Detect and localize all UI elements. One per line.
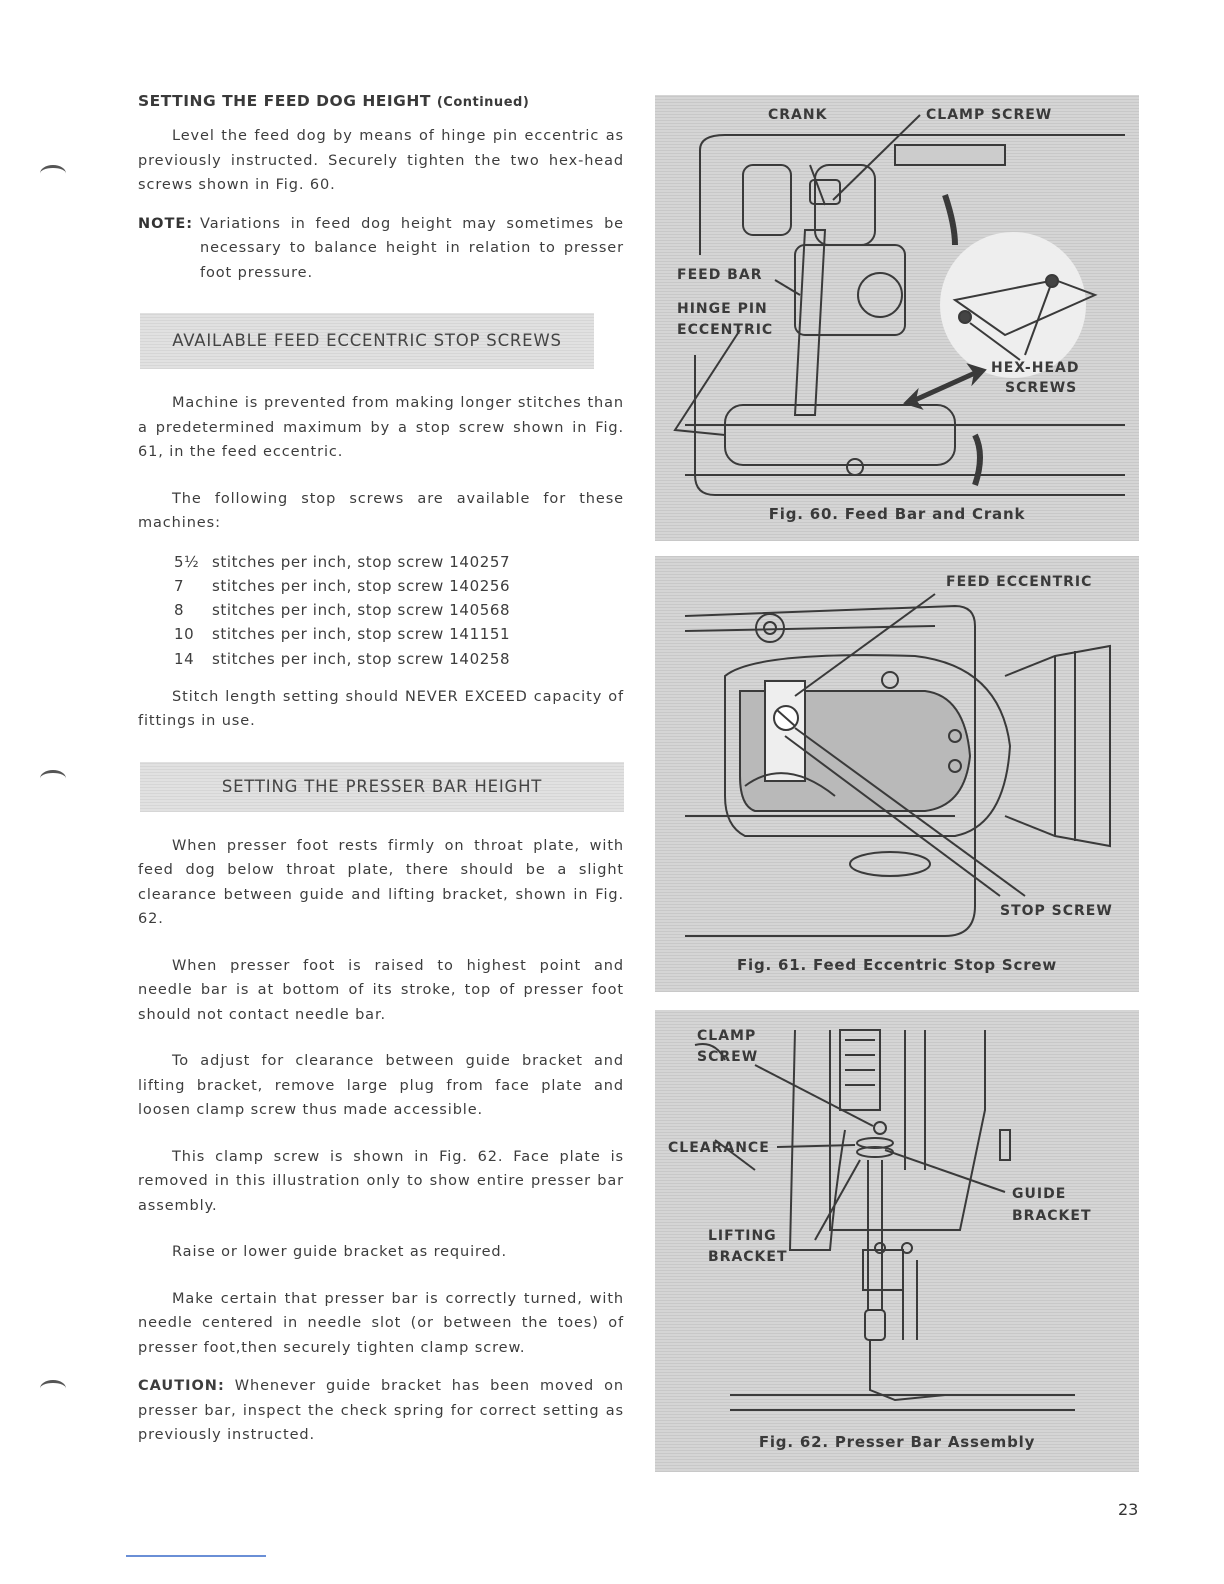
heading-suffix: (Continued) — [436, 95, 530, 110]
note-text: Variations in feed dog height may sometimes be necessary to balance height in relation to presser foot pressure. — [200, 215, 624, 281]
page-number: 23 — [1118, 1500, 1139, 1519]
label-screws: SCREWS — [1005, 380, 1078, 396]
label-feed-eccentric: FEED ECCENTRIC — [946, 574, 1093, 590]
paragraph: When presser foot is raised to highest point and needle bar is at bottom of its stroke, top of presser foot should not contact needle bar. — [138, 957, 624, 1023]
label-hex-head: HEX-HEAD — [991, 360, 1080, 376]
list-item: 7 stitches per inch, stop screw 140256 — [174, 576, 511, 595]
caution-block — [138, 1374, 624, 1448]
figure-caption: Fig. 61. Feed Eccentric Stop Screw — [736, 956, 1058, 974]
caution-text: Whenever guide bracket has been moved on presser bar, inspect the check spring for correct setting as previously instructed. — [138, 1378, 624, 1444]
list-item: 10 stitches per inch, stop screw 141151 — [174, 625, 511, 644]
paragraph: Stitch length setting should NEVER EXCEED capacity of fittings in use. — [138, 688, 624, 730]
label-clamp-screw: CLAMP SCREW — [926, 107, 1053, 123]
label-lifting: LIFTING — [708, 1228, 777, 1244]
figure-caption: Fig. 62. Presser Bar Assembly — [758, 1433, 1036, 1451]
caution-label: CAUTION: — [138, 1378, 225, 1395]
figure-caption: Fig. 60. Feed Bar and Crank — [768, 505, 1026, 523]
label-clearance: CLEARANCE — [668, 1140, 770, 1156]
list-item: 14 stitches per inch, stop screw 140258 — [174, 649, 511, 668]
paragraph: This clamp screw is shown in Fig. 62. Face plate is removed in this illustration only to show entire presser bar assembly. — [138, 1148, 624, 1214]
label-crank: CRANK — [768, 107, 828, 123]
label-eccentric: ECCENTRIC — [677, 322, 774, 338]
text-column — [138, 92, 624, 1448]
label-hinge-pin: HINGE PIN — [677, 301, 768, 317]
label-lifting-bracket: BRACKET — [708, 1249, 788, 1265]
punch-hole-mark — [40, 1380, 66, 1397]
footer-rule — [126, 1555, 266, 1557]
label-guide: GUIDE — [1012, 1186, 1067, 1202]
section-heading-feed-dog — [138, 92, 624, 110]
punch-hole-mark — [40, 770, 66, 787]
feed-eccentric-illustration — [655, 556, 1139, 992]
list-item: 5½ stitches per inch, stop screw 140257 — [174, 552, 511, 571]
label-feed-bar: FEED BAR — [677, 267, 763, 283]
list-item: 8 stitches per inch, stop screw 140568 — [174, 601, 511, 620]
figure-62 — [655, 1010, 1139, 1472]
label-guide-bracket: BRACKET — [1012, 1208, 1092, 1224]
label-stop-screw: STOP SCREW — [1000, 903, 1113, 919]
paragraph: To adjust for clearance between guide bracket and lifting bracket, remove large plug from face plate and loosen clamp screw thus made accessible. — [138, 1053, 624, 1119]
section-band-stop-screws: AVAILABLE FEED ECCENTRIC STOP SCREWS — [140, 313, 594, 369]
section-band-presser-bar: SETTING THE PRESSER BAR HEIGHT — [140, 762, 624, 812]
paragraph: Raise or lower guide bracket as required. — [172, 1244, 508, 1261]
note-block — [138, 212, 624, 286]
figure-61 — [655, 556, 1139, 992]
figure-60 — [655, 95, 1139, 541]
paragraph: Level the feed dog by means of hinge pin eccentric as previously instructed. Securely tighten the two hex-head screws shown in Fig. 60. — [138, 128, 624, 193]
label-clamp: CLAMP — [697, 1028, 757, 1044]
paragraph: When presser foot rests firmly on throat plate, with feed dog below throat plate, there should be a slight clearance between guide and lifting bracket, shown in Fig. 62. — [138, 837, 624, 928]
label-screw: SCREW — [697, 1049, 759, 1065]
paragraph: Make certain that presser bar is correctly turned, with needle centered in needle slot (or between the toes) of presser foot,then securely tighten clamp screw. — [138, 1290, 624, 1356]
heading-text: SETTING THE FEED DOG HEIGHT — [138, 92, 431, 110]
stop-screw-list — [174, 550, 624, 671]
punch-hole-mark — [40, 165, 66, 182]
note-label: NOTE: — [138, 215, 194, 232]
paragraph: Machine is prevented from making longer stitches than a predetermined maximum by a stop screw shown in Fig. 61, in the feed eccentric. — [138, 395, 624, 460]
paragraph: The following stop screws are available for these machines: — [138, 490, 624, 531]
